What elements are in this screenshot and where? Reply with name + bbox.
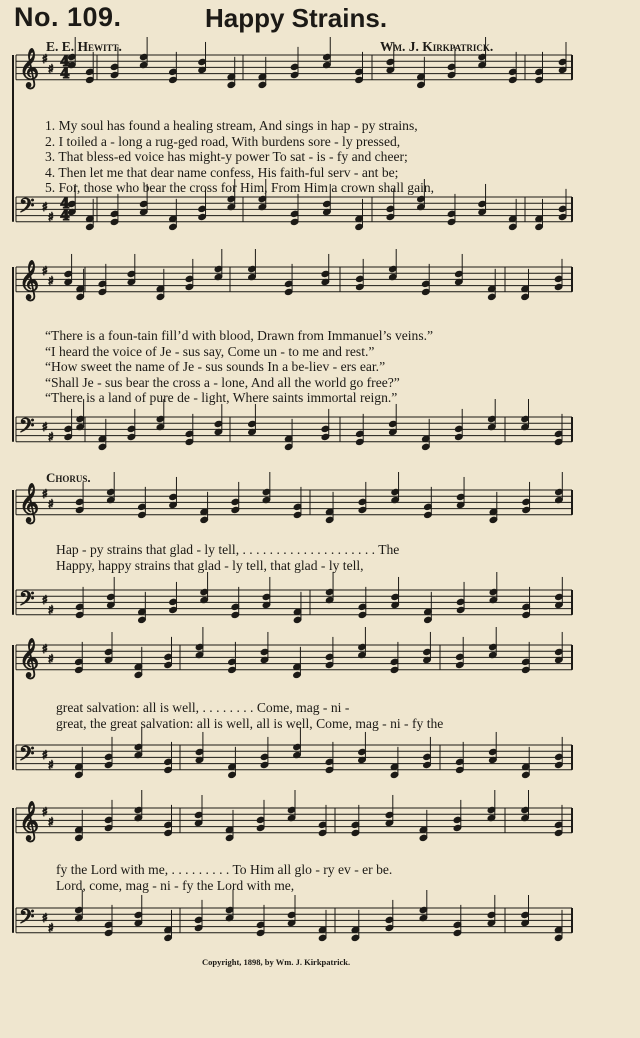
sharp-icon: ♯ [42,805,48,819]
verse-lines-part2 [45,328,433,406]
sharp-icon: ♯ [48,758,54,772]
verse-line: 4. Then let me that dear name confess, His faith-ful serv - ant be; [45,164,399,180]
verse-lines-part1 [45,118,434,196]
sharp-icon: ♯ [48,652,54,666]
sharp-icon: ♯ [48,921,54,935]
sharp-icon: ♯ [42,487,48,501]
treble-clef-icon: 𝄞 [19,260,40,300]
sharp-icon: ♯ [42,593,48,607]
verse-line: “Shall Je - sus bear the cross a - lone, And all the world go free?” [45,374,400,390]
verse-line: “I heard the voice of Je - sus say, Come un - to me and rest.” [45,343,375,359]
sharp-icon: ♯ [42,52,48,66]
verse-line: “There is a land of pure de - light, Where saints immortal reign.” [45,390,398,406]
verse-line: “There is a foun-tain fill’d with blood, Drawn from Immanuel’s veins.” [45,328,434,343]
verse-line: 5. For, those who bear the cross for Him, From Him a crown shall gain, [45,180,435,196]
time-signature: 4 [60,208,70,224]
sharp-icon: ♯ [48,274,54,288]
bass-clef-icon: 𝄢 [19,414,35,442]
sharp-icon: ♯ [48,430,54,444]
bass-clef-icon: 𝄢 [19,742,35,770]
copyright-notice: Copyright, 1898, by Wm. J. Kirkpatrick. [202,957,351,967]
time-signature: 4 [60,196,70,212]
chorus-label: Chorus. [46,470,91,485]
treble-clef-icon: 𝄞 [19,638,40,678]
sharp-icon: ♯ [48,497,54,511]
sharp-icon: ♯ [42,200,48,214]
time-signature: 4 [60,66,70,82]
treble-clef-icon: 𝄞 [19,483,40,523]
treble-clef-icon: 𝄞 [19,48,40,88]
time-signature: 4 [60,54,70,70]
sharp-icon: ♯ [42,911,48,925]
bass-clef-icon: 𝄢 [19,194,35,222]
hymn-number: No. 109. [14,2,122,32]
bass-clef-icon: 𝄢 [19,905,35,933]
chorus-lyric-upper: fy the Lord with me, . . . . . . . . . To Him all glo - ry ev - er be. [56,862,393,877]
sharp-icon: ♯ [48,815,54,829]
sharp-icon: ♯ [42,642,48,656]
sharp-icon: ♯ [48,210,54,224]
chorus-lyric-lower: great, the great salvation: all is well, all is well, Come, mag - ni - fy the [56,716,444,731]
sharp-icon: ♯ [42,420,48,434]
chorus-lyric-lower: Lord, come, mag - ni - fy the Lord with me, [56,878,295,893]
sharp-icon: ♯ [48,62,54,76]
bass-clef-icon: 𝄢 [19,587,35,615]
sharp-icon: ♯ [48,603,54,617]
sharp-icon: ♯ [42,748,48,762]
verse-line: “How sweet the name of Je - sus sounds In a be-liev - ers ear.” [45,359,386,375]
treble-clef-icon: 𝄞 [19,801,40,841]
lyricist-credit: E. E. Hewitt. [46,39,122,54]
verse-line: 2. I toiled a - long a rug-ged road, With burdens sore - ly pressed, [45,133,401,149]
hymn-title: Happy Strains. [205,3,388,33]
chorus-lyric-upper: great salvation: all is well, . . . . . . . . Come, mag - ni - [56,700,350,715]
verse-line: 1. My soul has found a healing stream, And sings in hap - py strains, [45,118,418,133]
composer-credit: Wm. J. Kirkpatrick. [380,39,494,54]
verse-line: 3. That bless-ed voice has might-y power To sat - is - fy and cheer; [45,149,408,165]
sharp-icon: ♯ [42,264,48,278]
chorus-lyric-lower: Happy, happy strains that glad - ly tell, that glad - ly tell, [56,558,364,573]
chorus-lyric-upper: Hap - py strains that glad - ly tell, . . . . . . . . . . . . . . . . . . . . The [56,542,400,557]
